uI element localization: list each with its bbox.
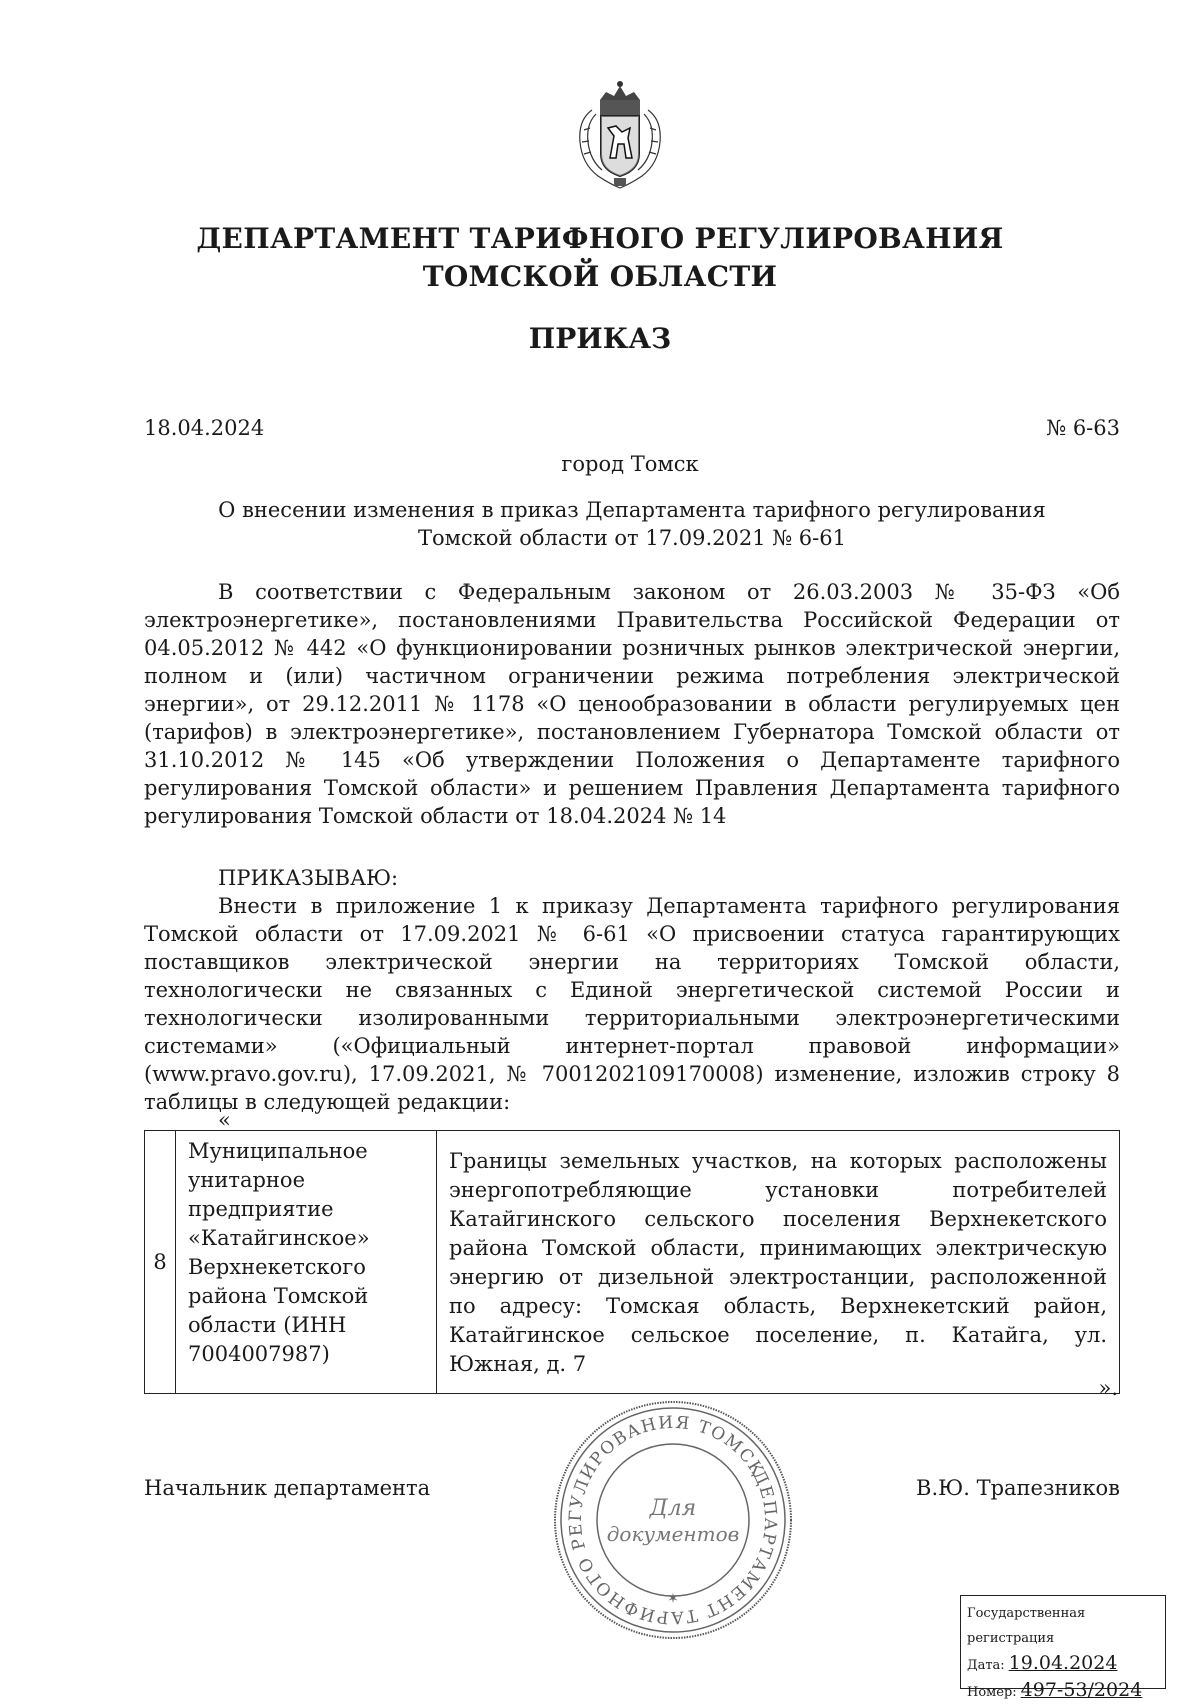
order-word: ПРИКАЗЫВАЮ: xyxy=(218,866,399,890)
stamp-ring-text: ДЕПАРТАМЕНТ ТАРИФНОГО РЕГУЛИРОВАНИЯ ТОМСКОЙ xyxy=(565,1412,781,1628)
order-subject xyxy=(144,496,1120,552)
signatory-name: В.Ю. Трапезников xyxy=(916,1476,1120,1500)
row-number-cell: 8 xyxy=(145,1131,176,1394)
registration-date-value: 19.04.2024 xyxy=(1008,1652,1118,1674)
registration-date-label: Дата: xyxy=(967,1658,1005,1673)
registration-number-label: Номер: xyxy=(967,1685,1017,1700)
amendment-table xyxy=(144,1130,1120,1394)
stamp-star-icon: ✶ xyxy=(667,1591,679,1607)
order-city: город Томск xyxy=(561,452,699,476)
order-date: 18.04.2024 xyxy=(144,416,265,440)
order-number: № 6-63 xyxy=(1046,416,1120,440)
registration-date-row xyxy=(967,1651,1159,1678)
department-title xyxy=(0,220,1200,296)
boundaries-cell: Границы земельных участков, на которых расположены энергопотребляющие установки потребителей Катайгинского сельского поселения Верхнекетского района Томской области, принимающих электрическую энергию от дизельной электростанции, расположенной по адресу: Томская область, Верхнекетский район, Катайгинское сельское поселение, п. Катайга, ул. Южная, д. 7 xyxy=(437,1131,1120,1394)
order-subject-line1: О внесении изменения в приказ Департамента тарифного регулирования xyxy=(218,498,1046,522)
preamble-paragraph: В соответствии с Федеральным законом от 26.03.2003 № 35-ФЗ «Об электроэнергетике», постановлениями Правительства Российской Федерации от 04.05.2012 № 442 «О функционировании розничных рынков электрической энергии, полном и (или) частичном ограничении режима потребления электрической энергии», от 29.12.2011 № 1178 «О ценообразовании в области регулируемых цен (тарифов) в электроэнергетике», постановлением Губернатора Томской области от 31.10.2012 № 145 «Об утверждении Положения о Департаменте тарифного регулирования Томской области» и решением Правления Департамента тарифного регулирования Томской области от 18.04.2024 № 14 xyxy=(144,580,1120,828)
table-row xyxy=(145,1131,1120,1394)
registration-number-value: 497-53/2024 xyxy=(1020,1679,1143,1701)
registration-box xyxy=(960,1595,1166,1701)
instruction-paragraph: Внести в приложение 1 к приказу Департамента тарифного регулирования Томской области от 17.09.2021 № 6-61 «О присвоении статуса гарантирующих поставщиков электрической энергии на территориях Томской области, технологически не связанных с Единой энергетической системой России и технологически изолированными территориальными электроэнергетическими системами» («Официальный интернет-портал правовой информации» (www.pravo.gov.ru), 17.09.2021, № 7001202109170008) изменение, изложив строку 8 таблицы в следующей редакции: xyxy=(144,894,1120,1114)
organization-cell: Муниципальное унитарное предприятие «Катайгинское» Верхнекетского района Томской области (ИНН 7004007987) xyxy=(176,1131,437,1394)
department-title-line1: ДЕПАРТАМЕНТ ТАРИФНОГО РЕГУЛИРОВАНИЯ xyxy=(196,222,1004,255)
order-subject-line2: Томской области от 17.09.2021 № 6-61 xyxy=(418,526,846,550)
open-quote: « xyxy=(218,1108,231,1132)
registration-title: Государственная регистрация xyxy=(967,1606,1086,1646)
stamp-center-line2: документов xyxy=(606,1522,740,1546)
department-title-line2: ТОМСКОЙ ОБЛАСТИ xyxy=(422,260,778,293)
coat-of-arms-emblem xyxy=(570,70,670,195)
document-type: ПРИКАЗ xyxy=(528,322,672,355)
official-stamp xyxy=(548,1395,798,1645)
registration-number-row xyxy=(967,1678,1159,1705)
stamp-center-line1: Для xyxy=(649,1496,697,1521)
signatory-position: Начальник департамента xyxy=(144,1476,431,1500)
close-quote: ». xyxy=(1098,1376,1118,1400)
